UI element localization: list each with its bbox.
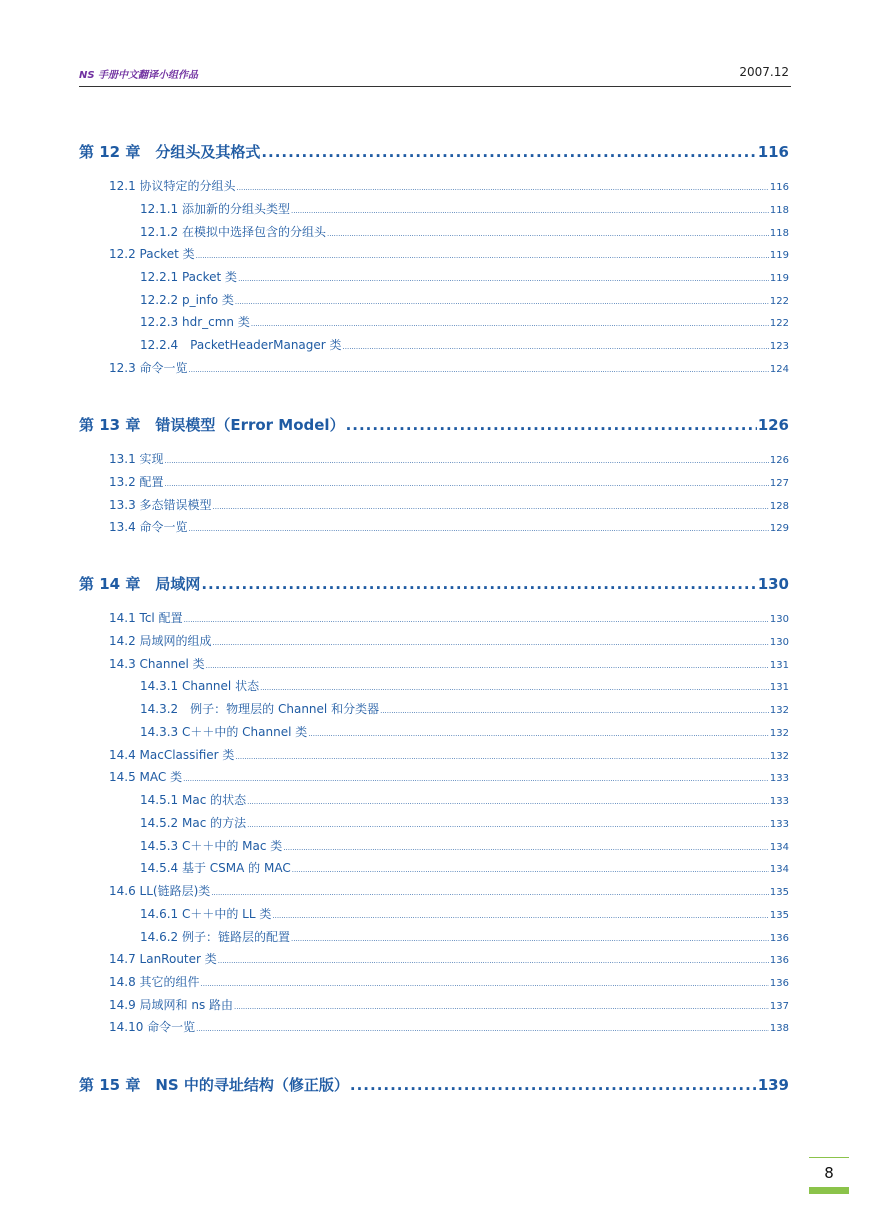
- toc-entry-title: 12.2.2 p_info 类: [140, 293, 234, 307]
- toc-entry-title: 14.5.4 基于 CSMA 的 MAC: [140, 861, 291, 875]
- toc-entry-title: 14.8 其它的组件: [109, 975, 200, 989]
- toc-entry-page: 131: [769, 660, 789, 671]
- toc-entry-page: 118: [769, 205, 789, 216]
- toc-entry-title: 12.2.3 hdr_cmn 类: [140, 315, 250, 329]
- page-number: 8: [809, 1157, 849, 1186]
- toc-entry-14-7[interactable]: [109, 950, 789, 967]
- toc-entry-title: 14.10 命令一览: [109, 1020, 196, 1034]
- toc-entry-14-3-3[interactable]: [140, 723, 789, 740]
- toc-entry-13-3[interactable]: [109, 496, 789, 513]
- toc-entry-14-6-1[interactable]: [140, 905, 789, 922]
- toc-entry-13-4[interactable]: [109, 518, 789, 535]
- toc-entry-title: 14.3.1 Channel 状态: [140, 679, 260, 693]
- toc-entry-title: 14.6.1 C＋＋中的 LL 类: [140, 907, 272, 921]
- toc-entry-page: 138: [769, 1023, 789, 1034]
- toc-entry-page: 116: [769, 182, 789, 193]
- toc-entry-page: 129: [769, 523, 789, 534]
- page-number-bar: [809, 1187, 849, 1194]
- toc-entry-page: 134: [769, 842, 789, 853]
- toc-entry-title: 14.9 局域网和 ns 路由: [109, 998, 234, 1012]
- toc-entry-13-1[interactable]: [109, 450, 789, 467]
- toc-entry-page: 133: [769, 796, 789, 807]
- toc-entry-12-1-1[interactable]: [140, 200, 789, 217]
- toc-entry-page: 135: [769, 887, 789, 898]
- header-divider: [79, 86, 791, 87]
- toc-entry-title: 第 14 章 局域网: [79, 575, 201, 593]
- toc-entry-14-4[interactable]: [109, 746, 789, 763]
- toc-entry-title: 14.5 MAC 类: [109, 770, 183, 784]
- toc-entry-page: 116: [757, 143, 789, 161]
- toc-entry-page: 133: [769, 773, 789, 784]
- toc-entry-page: 126: [769, 455, 789, 466]
- toc-entry-page: 135: [769, 910, 789, 921]
- toc-entry-page: 124: [769, 364, 789, 375]
- toc-chapter-13[interactable]: [79, 414, 789, 435]
- toc-entry-14-5-4[interactable]: [140, 859, 789, 876]
- toc-entry-page: 139: [757, 1076, 789, 1094]
- toc-entry-title: 13.1 实现: [109, 452, 164, 466]
- toc-entry-title: 12.3 命令一览: [109, 361, 188, 375]
- toc-entry-page: 136: [769, 978, 789, 989]
- header-date: 2007.12: [739, 65, 789, 79]
- toc-entry-title: 第 12 章 分组头及其格式: [79, 143, 261, 161]
- toc-entry-title: 第 15 章 NS 中的寻址结构（修正版）: [79, 1076, 349, 1094]
- toc-entry-14-5-3[interactable]: [140, 837, 789, 854]
- toc-entry-page: 134: [769, 864, 789, 875]
- toc-entry-14-5[interactable]: [109, 768, 789, 785]
- toc-entry-14-2[interactable]: [109, 632, 789, 649]
- toc-entry-12-2[interactable]: [109, 245, 789, 262]
- toc-entry-title: 12.1.2 在模拟中选择包含的分组头: [140, 225, 326, 239]
- toc-entry-title: 14.3 Channel 类: [109, 657, 205, 671]
- toc-entry-12-2-1[interactable]: [140, 268, 789, 285]
- toc-entry-12-2-2[interactable]: [140, 291, 789, 308]
- toc-entry-title: 14.1 Tcl 配置: [109, 611, 183, 625]
- toc-entry-14-3-1[interactable]: [140, 677, 789, 694]
- toc-chapter-12[interactable]: [79, 141, 789, 162]
- toc-entry-title: 14.6.2 例子：链路层的配置: [140, 930, 290, 944]
- toc-entry-title: 14.3.2 例子：物理层的 Channel 和分类器: [140, 702, 380, 716]
- toc-entry-page: 122: [769, 296, 789, 307]
- toc-entry-title: 14.5.3 C＋＋中的 Mac 类: [140, 839, 283, 853]
- toc-entry-title: 12.2 Packet 类: [109, 247, 195, 261]
- toc-entry-12-1-2[interactable]: [140, 223, 789, 240]
- toc-entry-12-2-4[interactable]: [140, 336, 789, 353]
- toc-entry-title: 14.2 局域网的组成: [109, 634, 212, 648]
- toc-entry-title: 14.5.2 Mac 的方法: [140, 816, 247, 830]
- toc-entry-title: 12.2.1 Packet 类: [140, 270, 238, 284]
- toc-entry-page: 119: [769, 250, 789, 261]
- toc-entry-page: 132: [769, 705, 789, 716]
- toc-entry-12-2-3[interactable]: [140, 313, 789, 330]
- header-title: NS 手册中文翻译小组作品: [79, 70, 199, 81]
- toc-entry-14-6[interactable]: [109, 882, 789, 899]
- toc-chapter-14[interactable]: [79, 573, 789, 594]
- toc-entry-page: 130: [769, 614, 789, 625]
- toc-entry-page: 131: [769, 682, 789, 693]
- toc-entry-14-3-2[interactable]: [140, 700, 789, 717]
- toc-entry-14-3[interactable]: [109, 655, 789, 672]
- toc-entry-14-1[interactable]: [109, 609, 789, 626]
- toc-entry-page: 132: [769, 728, 789, 739]
- toc-entry-page: 126: [757, 416, 789, 434]
- toc-entry-14-6-2[interactable]: [140, 928, 789, 945]
- toc-entry-14-8[interactable]: [109, 973, 789, 990]
- toc-entry-title: 13.4 命令一览: [109, 520, 188, 534]
- toc-entry-page: 127: [769, 478, 789, 489]
- toc-entry-page: 118: [769, 228, 789, 239]
- toc-entry-title: 12.1.1 添加新的分组头类型: [140, 202, 290, 216]
- toc-entry-page: 123: [769, 341, 789, 352]
- toc-entry-title: 13.3 多态错误模型: [109, 498, 212, 512]
- toc-entry-14-5-2[interactable]: [140, 814, 789, 831]
- toc-entry-title: 14.7 LanRouter 类: [109, 952, 217, 966]
- toc-entry-13-2[interactable]: [109, 473, 789, 490]
- toc-entry-14-9[interactable]: [109, 996, 789, 1013]
- toc-entry-page: 136: [769, 955, 789, 966]
- toc-entry-14-10[interactable]: [109, 1018, 789, 1035]
- toc-entry-page: 130: [769, 637, 789, 648]
- toc-entry-title: 14.5.1 Mac 的状态: [140, 793, 247, 807]
- toc-entry-page: 119: [769, 273, 789, 284]
- toc-chapter-15[interactable]: [79, 1074, 789, 1095]
- toc-entry-page: 133: [769, 819, 789, 830]
- toc-entry-12-1[interactable]: [109, 177, 789, 194]
- toc-entry-title: 14.6 LL(链路层)类: [109, 884, 211, 898]
- toc-entry-page: 136: [769, 933, 789, 944]
- toc-entry-12-3[interactable]: [109, 359, 789, 376]
- toc-entry-title: 14.3.3 C＋＋中的 Channel 类: [140, 725, 308, 739]
- toc-entry-title: 13.2 配置: [109, 475, 164, 489]
- toc-entry-title: 12.2.4 PacketHeaderManager 类: [140, 338, 342, 352]
- toc-entry-page: 132: [769, 751, 789, 762]
- toc-entry-page: 137: [769, 1001, 789, 1012]
- toc-entry-page: 128: [769, 501, 789, 512]
- toc-entry-14-5-1[interactable]: [140, 791, 789, 808]
- toc-entry-title: 14.4 MacClassifier 类: [109, 748, 235, 762]
- toc-entry-page: 122: [769, 318, 789, 329]
- toc-entry-title: 第 13 章 错误模型（Error Model）: [79, 416, 345, 434]
- toc-entry-title: 12.1 协议特定的分组头: [109, 179, 236, 193]
- toc-entry-page: 130: [757, 575, 789, 593]
